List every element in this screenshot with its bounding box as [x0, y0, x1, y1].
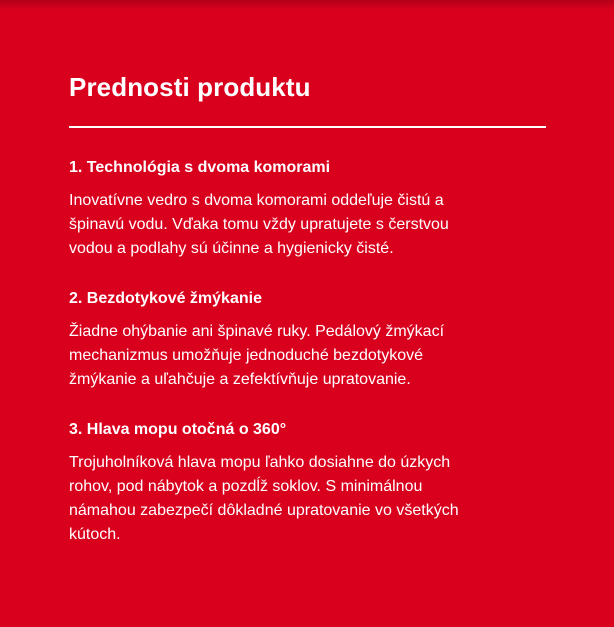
feature-heading: 1. Technológia s dvoma komorami: [69, 159, 331, 176]
feature-description-line: Žiadne ohýbanie ani špinavé ruky. Pedálový žmýkací: [69, 323, 445, 340]
feature-heading: 3. Hlava mopu otočná o 360°: [69, 421, 287, 438]
feature-description-line: rohov, pod nábytok a pozdĺž soklov. S minimálnou: [69, 478, 423, 495]
feature-item-touchless-wringing: [69, 288, 539, 392]
feature-description-line: kútoch.: [69, 526, 121, 543]
feature-description-line: Inovatívne vedro s dvoma komorami oddeľuje čistú a: [69, 192, 444, 209]
feature-description: [69, 320, 539, 392]
feature-item-two-chamber: [69, 157, 539, 261]
title-divider: [69, 126, 546, 128]
feature-description-line: Trojuholníková hlava mopu ľahko dosiahne do úzkych: [69, 454, 451, 471]
feature-description-line: vodou a podlahy sú účinne a hygienicky čisté.: [69, 240, 394, 257]
section-title: Prednosti produktu: [69, 72, 311, 102]
feature-description-line: špinavú vodu. Vďaka tomu vždy upratujete s čerstvou: [69, 216, 449, 233]
feature-description-line: mechanizmus umožňuje jednoduché bezdotykové: [69, 347, 423, 364]
feature-heading: 2. Bezdotykové žmýkanie: [69, 290, 262, 307]
feature-item-rotating-mop-head: [69, 419, 539, 547]
feature-description-line: žmýkanie a uľahčuje a zefektívňuje upratovanie.: [69, 371, 411, 388]
feature-description: [69, 189, 539, 261]
feature-description-line: námahou zabezpečí dôkladné upratovanie vo všetkých: [69, 502, 459, 519]
feature-description: [69, 451, 539, 547]
